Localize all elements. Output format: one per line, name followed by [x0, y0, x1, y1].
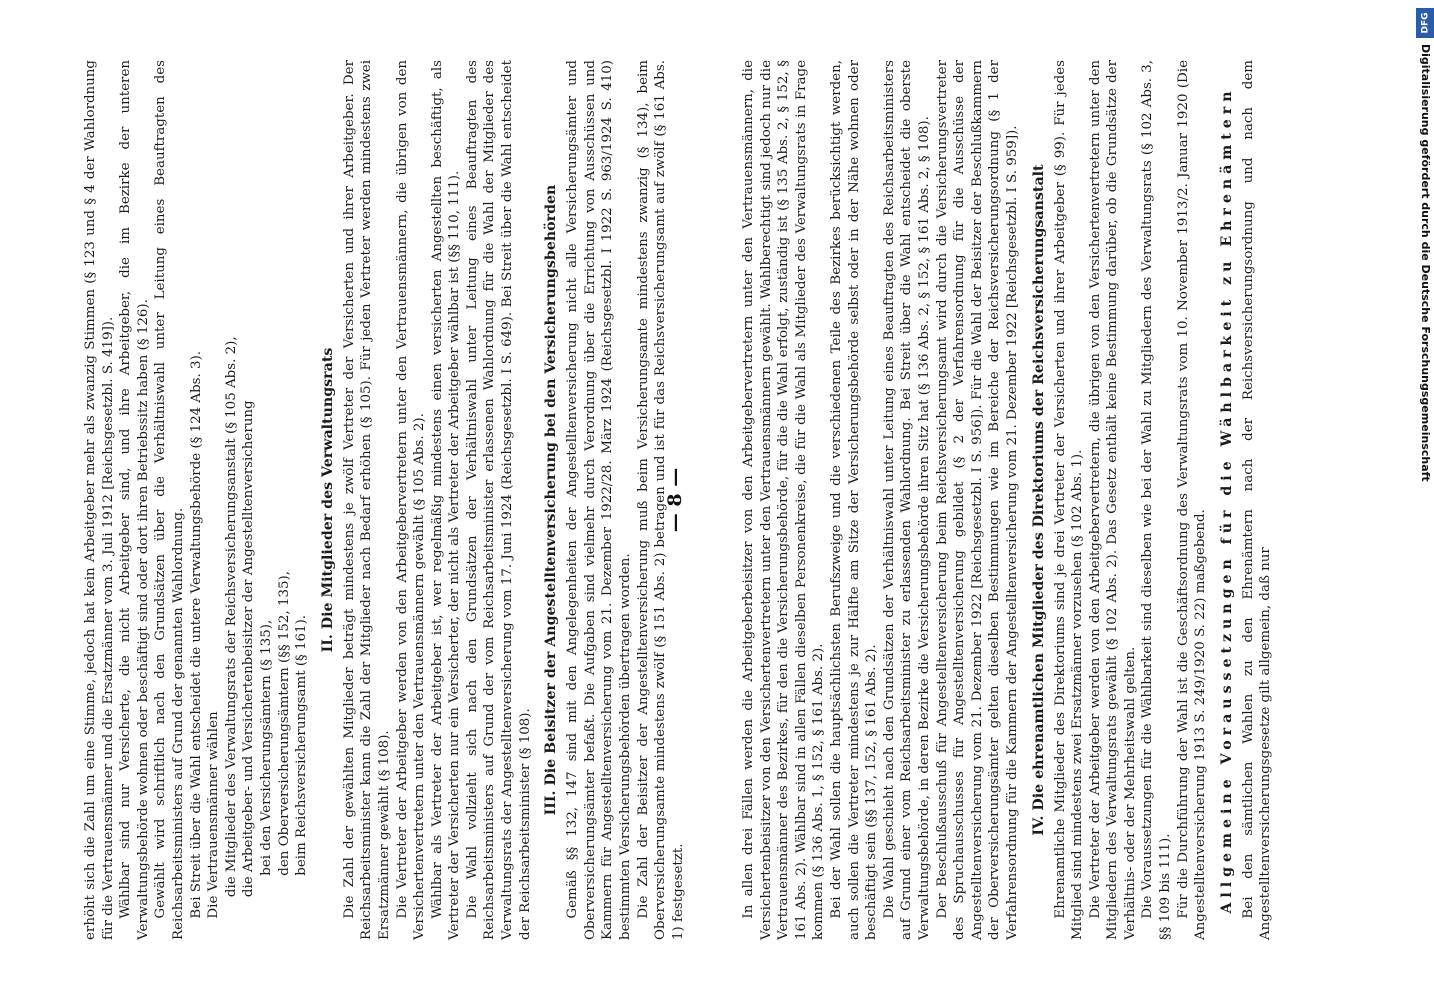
paragraph: Gemäß §§ 132, 147 sind mit den Angelegenheiten der Angestelltenversicherung nicht alle Versicherungsämter und Oberversicherungsämter befaßt. Die Aufgaben sind vielmehr durch Verordnung über die Errichtung von Ausschüssen und Kammern für Angestelltenversicherung vom 21. Dezember 1922/28. März 1924 (Reichsgesetzbl. I 1922 S. 963/1924 S. 410) bestimmten Versicherungsbehörden übertragen worden. — [565, 60, 634, 940]
paragraph: Die Wahl vollzieht sich nach den Grundsätzen der Verhältniswahl unter Leitung eines Beauftragten des Reichsarbeitsministers auf Grund der vom Reichsarbeitsminister erlassenen Wahlordnung für die Wahl der Mitglieder des Verwaltungsrats der Angestelltenversicherung vom 17. Juni 1924 (Reichsgesetzbl. I S. 649). Bei Streit über die Wahl entscheidet der Reichsarbeitsminister (§ 108). — [464, 60, 533, 940]
dfg-logo: DFG — [1416, 8, 1434, 38]
list-item: den Oberversicherungsämtern (§§ 152, 135), — [276, 570, 292, 876]
list-item: beim Reichsversicherungsamt (§ 161). — [294, 614, 310, 876]
paragraph: Ehrenamtliche Mitglieder des Direktoriums sind je drei Vertreter der Versicherten und ihrer Arbeitgeber (§ 99). Für jedes Mitglied sind mindestens zwei Ersatzmänner vorzusehen (§ 102 Abs. 1). — [1052, 60, 1086, 940]
paragraph: Für die Durchführung der Wahl ist die Geschäftsordnung des Verwaltungsrats vom 10. November 1913/2. Januar 1920 (Die Angestelltenversicherung 1913 S. 249/1920 S. 22) maßgebend. — [1175, 60, 1209, 940]
paragraph: Die Vertreter der Arbeitgeber werden von den Arbeitgebervertretern unter den Vertrauensmännern, die übrigen von den Versichertenvertretern unter den Vertrauensmännern gewählt (§ 105 Abs. 2). — [394, 60, 428, 940]
paragraph: Die Zahl der Beisitzer der Angestelltenversicherung muß beim Versicherungsamte mindestens zwanzig (§ 134), beim Oberversicherungsamte mindestens zwölf (§ 151 Abs. 2) betragen und ist für das Reichsversicherungsamt auf zwölf (§ 161 Abs. 1) festgesetzt. — [635, 60, 686, 940]
list-item: bei den Versicherungsämtern (§ 135), — [258, 619, 274, 876]
paragraph: In allen drei Fällen werden die Arbeitgeberbeisitzer von den Arbeitgebervertretern unter den Vertrauensmännern, die Versichertenbeisitzer von den Versichertenvertretern unter den Vertrauensmännern gewählt. Wahlberechtigt sind jedoch nur die Vertrauensmänner des Bezirkes, für den die Versicherungsbehörde, für die die Wahl erfolgt, zuständig ist (§ 135 Abs. 2, § 152, § 161 Abs. 2). Wählbar sind in allen Fällen dieselben Personenkreise, die für die Wahl als Mitglieder des Verwaltungsrats in Frage kommen (§ 136 Abs. 1, § 152, § 161 Abs. 2). — [741, 60, 827, 940]
right-text-column — [740, 60, 1275, 940]
paragraph: Die Wahl geschieht nach den Grundsätzen der Verhältniswahl unter Leitung eines Beauftragten des Reichsarbeitsministers auf Grund einer vom Reichsarbeitsminister zu erlassenden Wahlordnung. Bei Streit über die Wahl entscheidet die oberste Verwaltungsbehörde, in deren Bezirke die Versicherungsbehörde ihren Sitz hat (§ 136 Abs. 2, § 152, § 161 Abs. 2, § 108). — [881, 60, 932, 940]
paragraph: Die Voraussetzungen für die Wählbarkeit sind dieselben wie bei der Wahl zu Mitgliedern des Verwaltungsrats (§ 102 Abs. 3, §§ 109 bis 111). — [1140, 60, 1174, 940]
section-heading: Allgemeine Voraussetzungen für die Wählbarkeit zu Ehrenämtern — [1218, 86, 1235, 914]
paragraph: Bei den sämtlichen Wahlen zu den Ehrenämtern nach der Reichsversicherungsordnung und nach dem Angestelltenversicherungsgesetze gilt allgemein, daß nur — [1240, 60, 1274, 940]
section-heading: IV. Die ehrenamtlichen Mitglieder des Direktoriums der Reichsversicherungsanstalt — [1030, 164, 1047, 836]
paragraph: Die Vertrauensmänner wählen — [206, 711, 222, 919]
paragraph: erhöht sich die Zahl um eine Stimme, jedoch hat kein Arbeitgeber mehr als zwanzig Stimmen (§ 123 und § 4 der Wahlordnung für die Vertrauensmänner und die Ersatzmänner vom 3. Juli 1912 [Reichsgesetzbl. S. 419]). — [83, 60, 116, 940]
paragraph: Bei der Wahl sollen die hauptsächlichsten Berufszweige und die verschiedenen Teile des Bezirkes berücksichtigt werden, auch sollen die Vertreter mindestens je zur Hälfte am Sitze der Versicherungsbehörde selbst oder in der Nähe wohnen oder beschäftigt sein (§§ 137, 152, § 161 Abs. 2). — [828, 60, 880, 940]
list-item: die Arbeitgeber- und Versichertenbeisitzer der Angestelltenversicherung — [241, 400, 257, 898]
paragraph: Wählbar als Vertreter der Arbeitgeber ist, wer regelmäßig mindestens einen versicherten Angestellten beschäftigt, als Vertreter der Versicherten nur ein Versicherter, der nicht als Vertreter der Arbeitgeber wählbar ist (§§ 110, 111). — [429, 60, 463, 940]
paragraph: Die Zahl der gewählten Mitglieder beträgt mindestens je zwölf Vertreter der Versicherten und ihrer Arbeitgeber. Der Reichsarbeitsminister kann die Zahl der Mitglieder nach Bedarf erhöhen (§ 105). Für jeden Vertreter werden mindestens zwei Ersatzmänner gewählt (§ 108). — [341, 60, 392, 940]
paragraph: Bei Streit über die Wahl entscheidet die untere Verwaltungsbehörde (§ 124 Abs. 3). — [188, 350, 204, 919]
section-heading: III. Die Beisitzer der Angestelltenversicherung bei den Versicherungsbehörden — [543, 184, 560, 816]
digitization-note: Digitalisierung gefördert durch die Deutsche Forschungsgemeinschaft — [1419, 44, 1432, 482]
paragraph: Der Beschlußausschuß für Angestelltenversicherung beim Reichsversicherungsamt wird durch die Versicherungsvertreter des Spruchausschusses für Angestelltenversicherung gebildet (§ 2 der Verfahrensordnung für die Ausschüsse der Angestelltenversicherung vom 21. Dezember 1922 [Reichsgesetzbl. I S. 956]). Für die Wahl der Beisitzer der Beschlußkammern der Oberversicherungsämter gelten dieselben Bestimmungen wie im Bereiche der Reichsversicherungsordnung (§ 1 der Verfahrensordnung für die Kammern der Angestelltenversicherung vom 21. Dezember 1922 [Reichsgesetzbl. I S. 959]). — [934, 60, 1020, 940]
section-heading: II. Die Mitglieder des Verwaltungsrats — [319, 347, 336, 653]
list-item: die Mitglieder des Verwaltungsrats der Reichsversicherungsanstalt (§ 105 Abs. 2), — [223, 336, 239, 898]
left-text-column — [82, 60, 687, 940]
paragraph: Die Vertreter der Arbeitgeber werden von den Arbeitgebervertretern, die übrigen von den Versichertenvertretern unter den Mitgliedern des Verwaltungsrats gewählt (§ 102 Abs. 2). Das Gesetz enthält keine Bestimmung darüber, ob die Grundsätze der Verhältnis- oder der Mehrheitswahl gelten. — [1087, 60, 1138, 940]
paragraph: Gewählt wird schriftlich nach den Grundsätzen über die Verhältniswahl unter Leitung eines Beauftragten des Reichsarbeitsministers auf Grund der genannten Wahlordnung. — [153, 60, 186, 940]
paragraph: Wählbar sind nur Versicherte, die nicht Arbeitgeber sind, und ihre Arbeitgeber, die im Bezirke der unteren Verwaltungsbehörde wohnen oder beschäftigt sind oder dort ihren Betriebssitz haben (§ 126). — [118, 60, 151, 940]
scanned-page — [80, 60, 1360, 940]
page-number: — 8 — — [664, 467, 686, 533]
